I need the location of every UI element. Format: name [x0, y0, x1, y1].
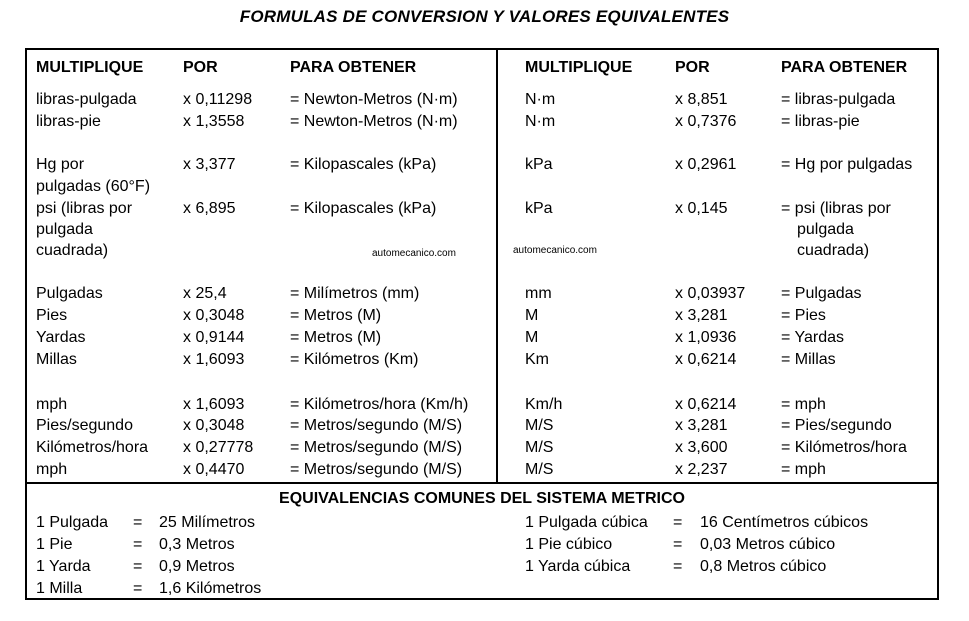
left-row-cell: x 1,3558 [183, 113, 245, 130]
right-row-cell: = mph [781, 461, 826, 478]
left-row-cell: x 0,27778 [183, 439, 254, 456]
right-row-cell: M [525, 329, 539, 346]
equivalences-title: EQUIVALENCIAS COMUNES DEL SISTEMA METRICO [279, 490, 685, 507]
header-obtain-right: PARA OBTENER [781, 59, 908, 76]
left-row-cell: pulgada [36, 221, 93, 238]
right-row-cell: kPa [525, 200, 553, 217]
equiv-right-cell: 0,8 Metros cúbico [700, 558, 827, 575]
equiv-left-cell: 1 Yarda [36, 558, 91, 575]
right-row-cell: x 3,281 [675, 307, 728, 324]
left-row-cell: x 25,4 [183, 285, 227, 302]
right-row-cell: N·m [525, 113, 556, 130]
right-row-cell: kPa [525, 156, 553, 173]
right-row-cell: = Pies/segundo [781, 417, 892, 434]
left-row-cell: = Metros (M) [290, 329, 382, 346]
equiv-left-cell: = [133, 580, 143, 597]
right-row-cell: x 0,6214 [675, 396, 737, 413]
right-row-cell: Km [525, 351, 549, 368]
left-row-cell: mph [36, 396, 68, 413]
right-row-cell: x 0,7376 [675, 113, 737, 130]
left-row-cell: x 0,4470 [183, 461, 245, 478]
right-row-cell: N·m [525, 91, 556, 108]
equiv-left-cell: 1 Pie [36, 536, 73, 553]
left-row-cell: libras-pie [36, 113, 101, 130]
header-multiply-right: MULTIPLIQUE [525, 59, 633, 76]
equiv-right-cell: 1 Pulgada cúbica [525, 514, 648, 531]
left-row-cell: = Kilopascales (kPa) [290, 200, 437, 217]
left-row-cell: Hg por [36, 156, 85, 173]
left-row-cell: Pies [36, 307, 68, 324]
right-row-cell: mm [525, 285, 552, 302]
left-row-cell: = Kilómetros (Km) [290, 351, 419, 368]
left-row-cell: = Metros/segundo (M/S) [290, 417, 463, 434]
equiv-left-cell: 0,9 Metros [159, 558, 235, 575]
equiv-left-cell: = [133, 536, 143, 553]
section-divider [25, 482, 939, 484]
right-row-cell: x 3,281 [675, 417, 728, 434]
right-row-cell: M/S [525, 439, 554, 456]
header-multiply-left: MULTIPLIQUE [36, 59, 144, 76]
right-row-cell: = Kilómetros/hora [781, 439, 907, 456]
left-row-cell: = Newton-Metros (N·m) [290, 91, 458, 108]
equiv-right-cell: = [673, 536, 683, 553]
equiv-left-cell: = [133, 514, 143, 531]
equiv-right-cell: 1 Yarda cúbica [525, 558, 631, 575]
watermark-text: automecanico.com [513, 245, 597, 256]
right-row-cell: = Pulgadas [781, 285, 862, 302]
equiv-right-cell: = [673, 514, 683, 531]
right-row-cell: x 0,6214 [675, 351, 737, 368]
left-row-cell: Millas [36, 351, 77, 368]
left-row-cell: = Kilómetros/hora (Km/h) [290, 396, 469, 413]
right-row-cell: x 0,03937 [675, 285, 746, 302]
page-title: FORMULAS DE CONVERSION Y VALORES EQUIVALENTES [239, 7, 730, 26]
left-row-cell: Pulgadas [36, 285, 103, 302]
right-row-cell: M [525, 307, 539, 324]
right-row-cell: x 3,600 [675, 439, 728, 456]
right-row-cell: x 1,0936 [675, 329, 737, 346]
right-row-cell: = Hg por pulgadas [781, 156, 913, 173]
left-row-cell: = Metros (M) [290, 307, 382, 324]
equiv-left-cell: 0,3 Metros [159, 536, 235, 553]
right-row-cell: Km/h [525, 396, 563, 413]
left-row-cell: mph [36, 461, 68, 478]
left-row-cell: x 3,377 [183, 156, 236, 173]
header-by-left: POR [183, 59, 218, 76]
left-row-cell: x 6,895 [183, 200, 236, 217]
left-row-cell: cuadrada) [36, 242, 109, 259]
left-row-cell: x 0,3048 [183, 417, 245, 434]
equiv-right-cell: = [673, 558, 683, 575]
left-row-cell: = Milímetros (mm) [290, 285, 420, 302]
right-row-cell: M/S [525, 417, 554, 434]
right-row-cell: pulgada [797, 221, 854, 238]
left-row-cell: x 0,3048 [183, 307, 245, 324]
header-obtain-left: PARA OBTENER [290, 59, 417, 76]
equiv-left-cell: 1 Milla [36, 580, 83, 597]
right-row-cell: = Yardas [781, 329, 845, 346]
equiv-left-cell: 25 Milímetros [159, 514, 256, 531]
right-row-cell: x 0,2961 [675, 156, 737, 173]
left-row-cell: = Newton-Metros (N·m) [290, 113, 458, 130]
equiv-right-cell: 16 Centímetros cúbicos [700, 514, 869, 531]
right-row-cell: = Millas [781, 351, 836, 368]
right-row-cell: M/S [525, 461, 554, 478]
equiv-left-cell: 1,6 Kilómetros [159, 580, 262, 597]
left-row-cell: x 0,11298 [183, 91, 253, 108]
left-row-cell: = Kilopascales (kPa) [290, 156, 437, 173]
right-row-cell: = psi (libras por [781, 200, 891, 217]
watermark-text: automecanico.com [372, 248, 456, 259]
right-row-cell: cuadrada) [797, 242, 870, 259]
equiv-left-cell: 1 Pulgada [36, 514, 109, 531]
left-row-cell: x 1,6093 [183, 351, 245, 368]
left-row-cell: Pies/segundo [36, 417, 133, 434]
left-row-cell: Kilómetros/hora [36, 439, 149, 456]
left-row-cell: = Metros/segundo (M/S) [290, 439, 463, 456]
left-row-cell: psi (libras por [36, 200, 133, 217]
right-row-cell: = Pies [781, 307, 826, 324]
equiv-right-cell: 1 Pie cúbico [525, 536, 613, 553]
left-row-cell: = Metros/segundo (M/S) [290, 461, 463, 478]
right-row-cell: x 0,145 [675, 200, 728, 217]
left-row-cell: pulgadas (60°F) [36, 178, 151, 195]
equiv-right-cell: 0,03 Metros cúbico [700, 536, 836, 553]
left-row-cell: libras-pulgada [36, 91, 137, 108]
column-divider [496, 48, 498, 483]
equiv-left-cell: = [133, 558, 143, 575]
right-row-cell: = mph [781, 396, 826, 413]
left-row-cell: Yardas [36, 329, 86, 346]
header-by-right: POR [675, 59, 710, 76]
right-row-cell: = libras-pie [781, 113, 860, 130]
left-row-cell: x 1,6093 [183, 396, 245, 413]
left-row-cell: x 0,9144 [183, 329, 245, 346]
right-row-cell: x 2,237 [675, 461, 728, 478]
right-row-cell: = libras-pulgada [781, 91, 896, 108]
right-row-cell: x 8,851 [675, 91, 728, 108]
